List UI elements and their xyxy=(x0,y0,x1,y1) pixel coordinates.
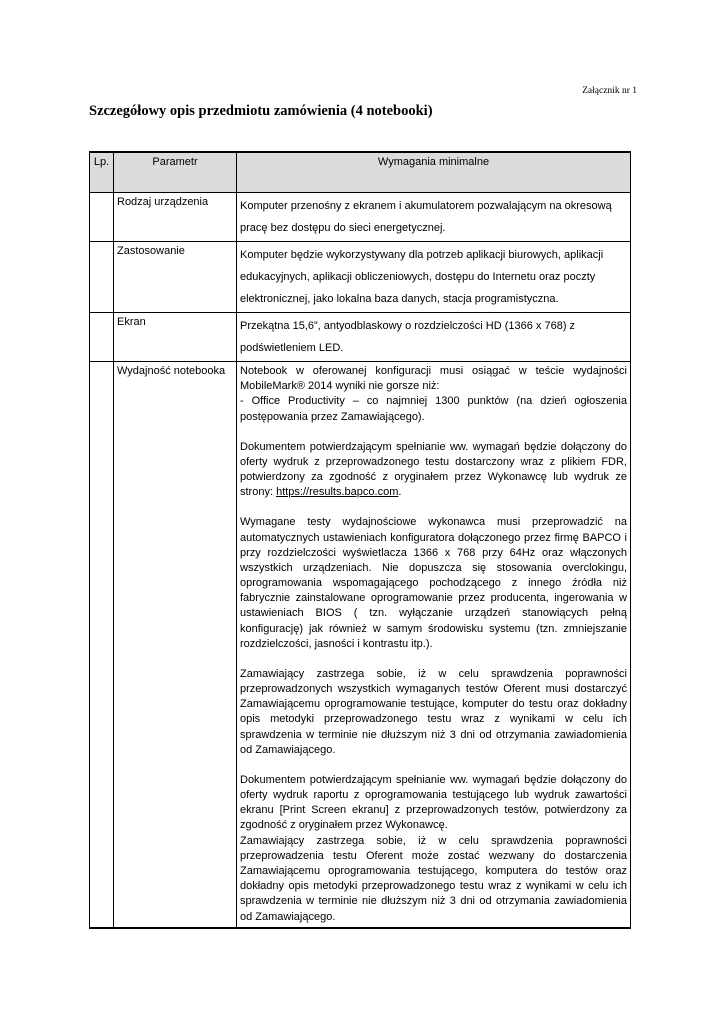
table-row xyxy=(90,313,631,362)
row-requirement: Komputer będzie wykorzystywany dla potrzeb aplikacji biurowych, aplikacji edukacyjnych, aplikacji obliczeniowych, dostępu do Internetu oraz poczty elektronicznej, jako lokalna baza danych, stacja programistyczna. xyxy=(237,242,631,313)
requirement-text: Dokumentem potwierdzającym spełnianie ww. wymagań będzie dołączony do oferty wydruk z przeprowadzonego testu dostarczony wraz z plikiem FDR, potwierdzony za zgodność z oryginałem przez Wykonawcę lub wydruk ze strony: xyxy=(240,440,627,499)
row-parameter: Rodzaj urządzenia xyxy=(114,193,237,242)
header-parameter: Parametr xyxy=(114,152,237,193)
requirement-paragraph: Wymagane testy wydajnościowe wykonawca musi przeprowadzić na automatycznych ustawieniach konfiguratora dołączonego przez firmę BAPCO i przy rozdzielczości wyświetlacza 1366 x 768 przy 64Hz oraz włączonych wszystkich urządzeniach. Nie dopuszcza się stosowania overclokingu, oprogramowania wspomagającego pochodzącego z innego źródła niż fabrycznie zainstalowane oprogramowanie przez producenta, ingerowania w ustawieniach BIOS ( tzn. wyłączanie urządzeń stanowiących pełną konfigurację) jak również w samym środowisku systemu (tzn. zmniejszanie rozdzielczości, jasności i kontrastu itp.). xyxy=(240,516,627,650)
row-requirement: Przekątna 15,6”, antyodblaskowy o rozdzielczości HD (1366 x 768) z podświetleniem LED. xyxy=(237,313,631,362)
row-lp xyxy=(90,242,114,313)
annex-label: Załącznik nr 1 xyxy=(582,86,637,96)
requirement-paragraph: - Office Productivity – co najmniej 1300 punktów (na dzień ogłoszenia postępowania przez Zamawiającego). xyxy=(240,395,627,423)
row-parameter: Zastosowanie xyxy=(114,242,237,313)
row-lp xyxy=(90,362,114,928)
bapco-link[interactable]: https://results.bapco.com xyxy=(276,486,399,499)
requirement-paragraph: Notebook w oferowanej konfiguracji musi osiągać w teście wydajności MobileMark® 2014 wyniki nie gorsze niż: xyxy=(240,365,627,393)
row-lp xyxy=(90,313,114,362)
requirement-paragraph: Zamawiający zastrzega sobie, iż w celu sprawdzenia poprawności przeprowadzenia testu Oferent może zostać wezwany do dostarczenia Zamawiającemu oprogramowania testującego, komputera do testów oraz dokładny opis metodyki przeprowadzonego testu wraz z wynikami w celu ich sprawdzenia w terminie nie dłuższym niż 3 dni od otrzymania zawiadomienia od Zamawiającego. xyxy=(240,834,627,923)
table-row xyxy=(90,193,631,242)
header-lp: Lp. xyxy=(90,152,114,193)
row-parameter: Ekran xyxy=(114,313,237,362)
table-header-row xyxy=(90,152,631,193)
row-requirement xyxy=(237,362,631,928)
requirement-paragraph xyxy=(240,440,627,501)
requirement-paragraph: Dokumentem potwierdzającym spełnianie ww. wymagań będzie dołączony do oferty wydruk raportu z oprogramowania testującego lub wydruk zawartości ekranu [Print Screen ekranu] z przeprowadzonych testów, potwierdzony za zgodność z oryginałem przez Wykonawcę. xyxy=(240,773,627,832)
row-parameter: Wydajność notebooka xyxy=(114,362,237,928)
document-title: Szczegółowy opis przedmiotu zamówienia (4 notebooki) xyxy=(89,103,433,119)
table-row xyxy=(90,242,631,313)
header-requirements: Wymagania minimalne xyxy=(237,152,631,193)
requirement-paragraph: Zamawiający zastrzega sobie, iż w celu sprawdzenia poprawności przeprowadzonych wszystkich wymaganych testów Oferent musi dostarczyć Zamawiającemu oprogramowanie testujące, komputer do testu oraz dokładny opis metodyki przeprowadzonego testu wraz z wynikami w celu ich sprawdzenia w terminie nie dłuższym niż 3 dni od otrzymania zawiadomienia od Zamawiającego. xyxy=(240,667,627,756)
row-lp xyxy=(90,193,114,242)
specification-table xyxy=(89,151,631,929)
row-requirement: Komputer przenośny z ekranem i akumulatorem pozwalającym na okresową pracę bez dostępu do sieci energetycznej. xyxy=(237,193,631,242)
requirement-text-end: . xyxy=(398,486,402,499)
table-row xyxy=(90,362,631,928)
